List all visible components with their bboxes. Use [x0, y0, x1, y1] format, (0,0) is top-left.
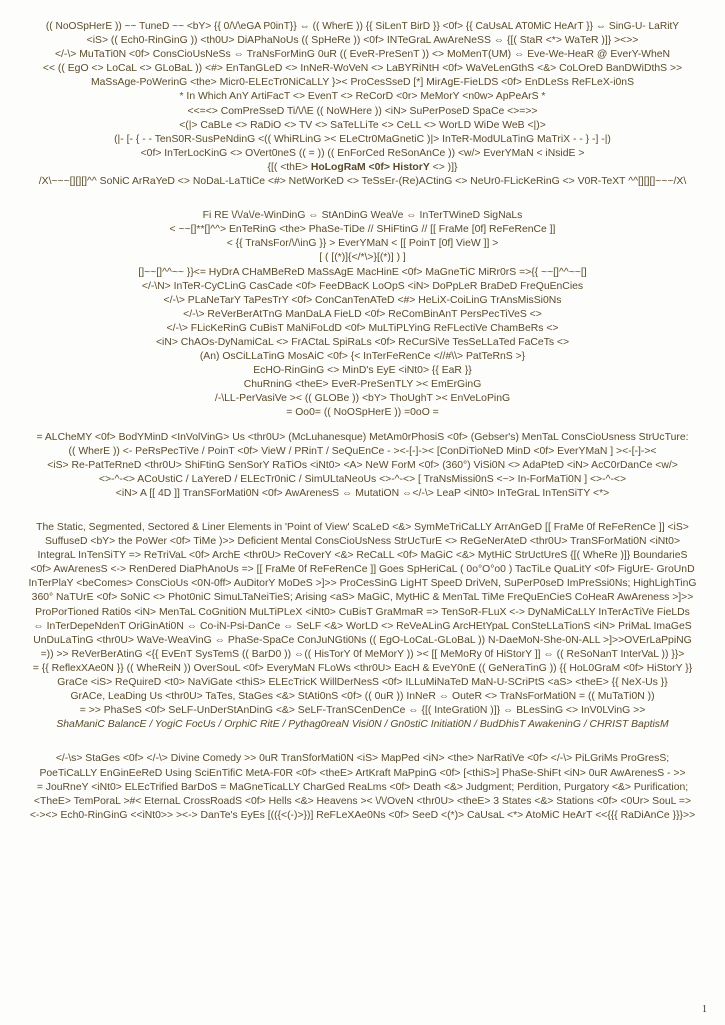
- text-line: GrACe, LeaDing Us <thr0U> TaTes, StaGes <&> StAti0nS <0f> (( 0uR )) InNeR ⇔ OuteR <> TraNsForMati0N = (( MuTaTi0N )): [70, 691, 655, 703]
- text-line: (An) OsCiLLaTinG MosAiC <0f> {< InTerFeRenCe <//#\\> PatTeRnS >}: [199, 351, 526, 363]
- text-line: /-\LL-PerVasiVe >< (( GLOBe )) <bY> ThoUghT >< EnVeLoPinG: [214, 393, 511, 405]
- text-line: <-><> Ech0-RinGinG <<iNt0>> ><-> DanTe's EyEs [(({<(-)>})] ReFLeXAe0Ns <0f> SeeD <(*)> CaUsaL <*> AtoMiC HeArT <<{{{ RaDiAnCe }}}>>: [29, 809, 696, 821]
- text-line: ProPorTioned Rati0s <iN> MenTaL CoGniti0N MuLTiPLeX <iNt0> CuBisT GraMmaR => TenSoR-FLuX <-> DyNaMiCaLLY InTerAcTiVe FieLDs: [35, 606, 690, 618]
- text-line: InTerPlaY <beComes> ConsCioUs <0N-0ff> AuDitorY MoDeS >]>> ProCesSinG LigHT SpeeD DriVeN, SuPerP0seD ImPreSsi0Ns; HighLighTinG: [28, 578, 697, 590]
- text-line: (|- [- { - - TenS0R-SusPeNdinG <(( WhiRLinG >< ELeCtr0MaGnetiC )|> InTeR-ModULaTinG MaTriX - - } -] -|): [114, 133, 611, 145]
- text-line: < ~~[]**[]^^> EnTeRinG <the> PhaSe-TiDe // SHiFtinG // [[ FraMe [0f] ReFeRenCe ]]: [169, 224, 556, 236]
- text-line: MaSsAge-PoWerinG <the> Micr0-ELEcTr0NiCaLLY }>< ProCesSseD [*] MirAgE-FieLDS <0f> EnDLeSs ReFLeX-i0nS: [90, 77, 635, 89]
- text-line: <iN> ChAOs-DyNamiCaL <> FrACtaL SpiRaLs <0f> ReCurSiVe TesSeLLaTed FaCeTs <>: [155, 336, 570, 348]
- text-line: <>-^-<> ACoUstiC / LaYereD / ELEcTr0niC / SimULtaNeoUs <>-^-<> [ TraNsMissi0nS <~> In-ForMaTi0N ] <>-^-<>: [98, 473, 627, 485]
- hologram-title: HoLogRaM <0f> HistorY: [310, 161, 430, 173]
- text-line: ⇔ InTerDepeNdenT OriGinAti0N ⇔ Co-iN-Psi-DanCe ⇔ SeLF <&> WorLD <> ReVeALinG ArcHEtYpaL ConSteLLaTionS <iN> PriMaL ImaGeS: [33, 620, 692, 632]
- divider-line: /X\~~~[][][]^^ SoNiC ArRaYeD <> NoDaL-LaTtiCe <#> NetWorKeD <> TeSsEr-(Re)ACtinG <> NeUr0-FLicKeRinG <> V0R-TeXT ^^[][][]~~~/X\: [38, 176, 687, 188]
- text-line: </-\> MuTaTi0N <0f> ConsCioUsNeSs ⇔ TraNsForMinG 0uR (( EveR-PreSenT )) <> MoMenT(UM) ⇔ Eve-We-HeaR @ EverY-WheN: [54, 49, 671, 61]
- text-line: <<=<> ComPreSseD Ti/\/\E (( NoWHere )) <iN> SuPerPoseD SpaCe <>=>>: [187, 105, 538, 117]
- text-line: = JouRneY <iNt0> ELEcTrified BarDoS = MaGneTicaLLY CharGed ReaLms <0f> Death <&> Judgment; Perdition, Purgatory <&> Purification;: [36, 781, 689, 793]
- text-line: <iS> Re-PatTeRneD <thr0U> ShiFtinG SenSorY RaTiOs <iNt0> <A> NeW ForM <0f> (360°) ViSi0N <> AdaPteD <iN> AcC0rDanCe <w/>: [47, 459, 678, 471]
- text-line: IntegraL InTenSiTY => ReTriVaL <0f> ArchE <thr0U> ReCoverY <&> ReCaLL <0f> MaGiC <&> MytHiC StrUctUreS {[( WheRe )]} BoundarieS: [37, 550, 688, 562]
- text-line: 360° NaTUrE <0f> SoNiC <> Phot0niC SimuLTaNeiTieS; Arising <aS> MaGiC, MytHiC & MenTaL TiMe FreQuEnCieS CoHeaR AwAreness >]>>: [31, 592, 694, 604]
- text-line: EcHO-RinGinG <> MinD's EyE <iNt0> {{ EaR }}: [253, 365, 472, 377]
- traditions-line: ShaManiC BalancE / YogiC FocUs / OrphiC RitE / Pythag0reaN Visi0N / Gn0stiC Initiati0N / BudDhisT AwakeninG / CHRIST BaptisM: [56, 719, 669, 731]
- text-line: </-\> ReVerBerAtTnG ManDaLA FieLD <0f> ReComBinAnT PersPecTiVeS <>: [183, 308, 542, 320]
- text-line: = ALCheMY <0f> BodYMinD <InVolVinG> Us <thr0U> (McLuhanesque) MetAm0rPhosiS <0f> (Gebser's) MenTaL ConsCioUsness StrUcTure:: [36, 431, 689, 443]
- text-line: (( WherE )) <- PeRsPecTiVe / PoinT <0f> VieW / PRinT / SeQuEnCe - ><-[-]->< [ConDiTioNeD MinD <0f> EverYMaN ] ><-[-]-><: [68, 445, 657, 457]
- text-line: </-\s> StaGes <0f> </-\> Divine Comedy >> 0uR TranSforMati0N <iS> MapPed <iN> <the> NarRatiVe <0f> </-\> PiLGriMs ProGresS;: [55, 753, 670, 765]
- text-line: = >> PhaSeS <0f> SeLF-UnDerStAnDinG <&> SeLF-TranSCenDenCe ⇔ {[( InteGrati0N )]} ⇔ BLesSinG <> InV0LVinG >>: [79, 705, 646, 717]
- text-line: UnDuLaTinG <thr0U> WaVe-WeaVinG ⇔ PhaSe-SpaCe ConJuNGti0Ns (( EgO-LoCaL-GLoBaL )) N-DaeMoN-She-0N-ALL >]>>OVErLaPpiNG: [33, 634, 692, 646]
- text-line: (( NoOSpHerE )) ~~ TuneD ~~ <bY> {{ 0/\/\eGA P0inT}} ⇔ (( WherE )) {{ SiLenT BirD }} <0f> {{ CaUsAL AT0MiC HeArT }} ⇔ SinG-U- LaRitY: [45, 21, 680, 32]
- text-line: <(|> CaBLe <> RaDiO <> TV <> SaTeLLiTe <> CeLL <> WorLD WiDe WeB <|)>: [179, 119, 546, 131]
- hologram-prefix: {[( <thE>: [267, 161, 311, 173]
- text-line: GraCe <iS> ReQuireD <t0> NaViGate <thiS> ELEcTricK WillDerNesS <0f> ILLuMiNaTeD MaN-U-SCriPtS <aS> <theE> {{ NeX-Us }}: [57, 677, 668, 689]
- text-line: <0f> InTerLocKinG <> OVert0neS (( = )) (( EnForCed ReSonAnCe )) <w/> EverYMaN < iNsidE >: [140, 147, 585, 159]
- text-line: =)) >> ReVerBerAtinG <{{ EvEnT SysTemS (( BarD0 )) ⇔(( HisTorY 0f MeMorY )) >< [[ MeMoRy 0f HiStorY ]] ⇔ (( ReSoNanT InterVaL )) }}>: [40, 648, 685, 660]
- text-line: The Static, Segmented, Sectored & Liner Elements in 'Point of View' ScaLeD <&> SymMeTriCaLLY ArrAnGeD [[ FraMe 0f ReFeRenCe ]] <iS>: [36, 522, 689, 533]
- text-line: [ ( [(*)]{</*\>}[(*)] ) ]: [319, 252, 406, 264]
- text-line: <TheE> TemPoraL >#< EternaL CrossRoadS <0f> Hells <&> Heavens >< \/\/OveN <thr0U> <theE> 3 States <&> Stations <0f> <0Ur> SouL =>: [33, 795, 692, 807]
- text-line: PoeTiCaLLY EnGinEeReD Using SciEnTifiC MetA-F0R <0f> <theE> ArtKraft MaPpinG <0f> [<thiS>] PhaSe-ShiFt <iN> 0uR AwArenesS - >>: [39, 767, 686, 779]
- text-line: << (( EgO <> LoCaL <> GLoBaL )) <#> EnTanGLeD <> InNeR-WoVeN <> LaBYRiNtH <0f> WaVeLenGthS <&> CoLOreD BanDWiDthS >>: [42, 63, 683, 75]
- text-line: = {{ ReflexXAe0N }} (( WheReiN )) OverSouL <0f> EveryMaN FLoWs <thr0U> EacH & EveY0nE (( GeNeraTinG )) {{ HoL0GraM <0f> HiStorY }}: [32, 662, 693, 674]
- text-line: </-\> PLaNeTarY TaPesTrY <0f> ConCanTenATeD <#> HeLiX-CoiLinG TrAnsMisSi0Ns: [163, 294, 562, 306]
- hologram-heading: [6, 161, 719, 175]
- text-line: </-\> FLicKeRinG CuBisT MaNiFoLdD <0f> MuLTiPLYinG ReFLectiVe ChamBeRs <>: [166, 322, 559, 334]
- hologram-suffix: <> )]}: [429, 161, 458, 173]
- text-line: = Oo0= (( NoOSpHerE )) =0oO =: [286, 407, 439, 419]
- text-line: Fi RE \/\/a\/e-WinDinG ⇔ StAnDinG Wea\/e ⇔ InTerTWineD SigNaLs: [202, 210, 523, 222]
- text-line: []~~[]^^~~ }}<= HyDrA CHaMBeReD MaSsAgE MacHinE <0f> MaGneTiC MiRr0rS =>{{ ~~[]^^~~[]: [138, 266, 587, 278]
- text-line: </-\N> InTeR-CyCLinG CasCade <0f> FeeDBacK LoOpS <iN> DoPpLeR BraDeD FreQuEnCies: [141, 280, 584, 292]
- page-number: 1: [702, 1004, 707, 1015]
- text-line: <0f> AwArenesS <-> RenDered DiaPhAnoUs => [[ FraMe 0f ReFeRenCe ]] Goes SpHeriCaL ( 0o°O°o0 ) TacTiLe QuaLitY <0f> FigUrE- GroUnD: [30, 564, 695, 576]
- text-line: * In Which AnY ArtiFacT <> EvenT <> ReCorD <0r> MeMorY <n0w> ApPeArS *: [179, 91, 546, 103]
- text-line: <iN> A [[ 4D ]] TranSForMati0N <0f> AwArenesS ⇔ MutatiON ⇔</-\> LeaP <iNt0> InTeGraL InTenSiTY <*>: [115, 487, 610, 499]
- text-line: ChuRninG <theE> EveR-PreSenTLY >< EmErGinG: [243, 379, 482, 391]
- text-line: SuffuseD <bY> the PoWer <0f> TiMe )>> Deficient Mental ConsCioUsNess StrUcTurE <> ReGeNerAteD <thr0U> TranSForMati0N <iNt0>: [44, 536, 681, 548]
- text-line: < {{ TraNsFor/\/\inG }} > EverYMaN < [[ PoinT [0f] VieW ]] >: [226, 238, 499, 250]
- text-line: <iS> (( Ech0-RinGinG )) <th0U> DiAPhaNoUs (( SpHeRe )) <0f> INTeGraL AwAreNeSS ⇔ {[( StaR <*> WaTeR )]} ><>>: [86, 35, 639, 47]
